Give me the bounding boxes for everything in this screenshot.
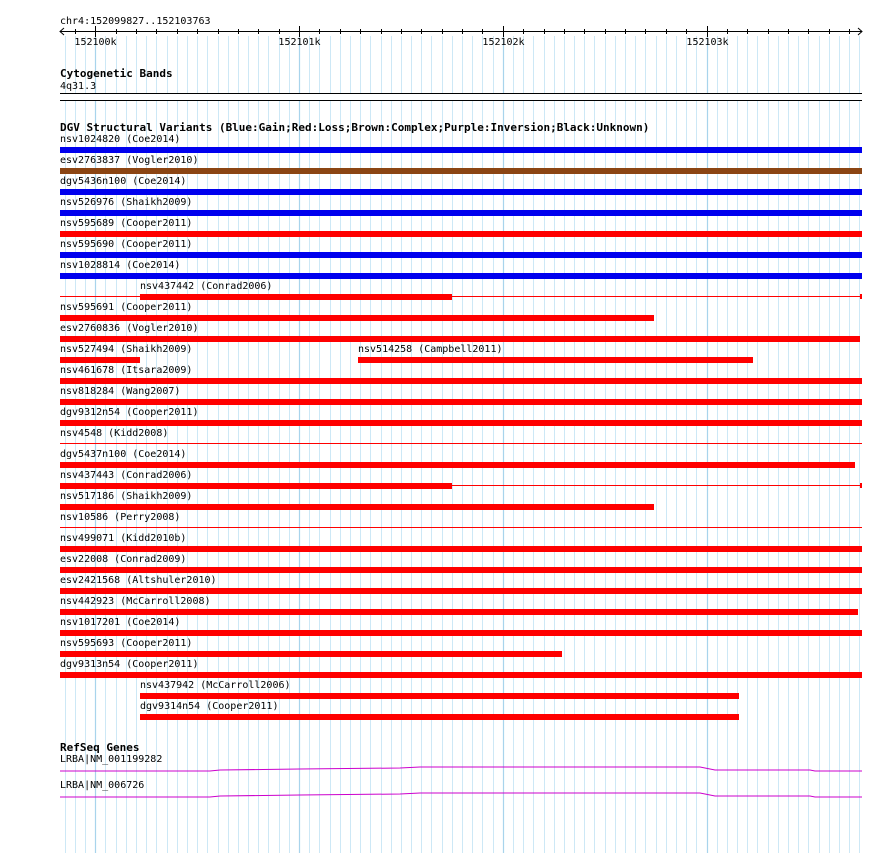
- variant-bar[interactable]: [60, 672, 862, 678]
- variant-bar[interactable]: [60, 527, 862, 528]
- variant-bar[interactable]: [60, 483, 452, 489]
- variant-end-cap: [860, 483, 862, 488]
- variant-label[interactable]: nsv595689 (Cooper2011): [60, 218, 193, 229]
- variant-bar[interactable]: [60, 210, 862, 216]
- variant-label[interactable]: nsv461678 (Itsara2009): [60, 365, 193, 376]
- variant-label[interactable]: nsv442923 (McCarroll2008): [60, 596, 211, 607]
- variant-bar[interactable]: [140, 693, 739, 699]
- variant-label[interactable]: nsv526976 (Shaikh2009): [60, 197, 193, 208]
- gene-label[interactable]: LRBA|NM_006726: [60, 780, 145, 791]
- refseq-track-title: RefSeq Genes: [60, 741, 140, 754]
- gene-intron-line: [60, 793, 862, 797]
- variant-label[interactable]: nsv437442 (Conrad2006): [140, 281, 273, 292]
- variant-label[interactable]: nsv514258 (Campbell2011): [358, 344, 503, 355]
- ruler-tick-label: 152101k: [278, 37, 321, 48]
- variant-bar[interactable]: [140, 294, 452, 300]
- location-label: chr4:152099827..152103763: [60, 16, 211, 27]
- variant-bar[interactable]: [60, 168, 862, 174]
- variant-label[interactable]: dgv5437n100 (Coe2014): [60, 449, 187, 460]
- variant-label[interactable]: nsv1024820 (Coe2014): [60, 134, 181, 145]
- cytoband-label: 4q31.3: [60, 81, 97, 92]
- variant-bar[interactable]: [60, 315, 654, 321]
- variant-label[interactable]: nsv437942 (McCarroll2006): [140, 680, 291, 691]
- variant-bar[interactable]: [60, 189, 862, 195]
- variant-label[interactable]: nsv595690 (Cooper2011): [60, 239, 193, 250]
- variant-bar[interactable]: [140, 714, 739, 720]
- gene-model[interactable]: [0, 789, 890, 803]
- dgv-track-title: DGV Structural Variants (Blue:Gain;Red:Loss;Brown:Complex;Purple:Inversion;Black:Unknown): [60, 121, 650, 134]
- variant-end-cap: [860, 294, 862, 299]
- variant-label[interactable]: nsv499071 (Kidd2010b): [60, 533, 187, 544]
- variant-bar[interactable]: [60, 420, 862, 426]
- variant-bar[interactable]: [60, 147, 862, 153]
- variant-label[interactable]: esv2760836 (Vogler2010): [60, 323, 199, 334]
- variant-bar[interactable]: [60, 443, 862, 444]
- variant-bar[interactable]: [60, 630, 862, 636]
- variant-bar[interactable]: [60, 357, 140, 363]
- variant-label[interactable]: dgv9313n54 (Cooper2011): [60, 659, 199, 670]
- variant-bar[interactable]: [60, 651, 562, 657]
- variant-label[interactable]: nsv818284 (Wang2007): [60, 386, 181, 397]
- variant-bar[interactable]: [60, 252, 862, 258]
- variant-label[interactable]: nsv517186 (Shaikh2009): [60, 491, 193, 502]
- gene-intron-line: [60, 767, 862, 771]
- gene-model[interactable]: [0, 763, 890, 777]
- variant-label[interactable]: nsv10586 (Perry2008): [60, 512, 181, 523]
- cytoband-bar: [60, 93, 862, 101]
- variant-bar[interactable]: [60, 504, 654, 510]
- variant-label[interactable]: nsv4548 (Kidd2008): [60, 428, 169, 439]
- variant-label[interactable]: esv2763837 (Vogler2010): [60, 155, 199, 166]
- variant-label[interactable]: dgv5436n100 (Coe2014): [60, 176, 187, 187]
- variant-bar[interactable]: [60, 378, 862, 384]
- variant-bar[interactable]: [60, 567, 862, 573]
- variant-bar[interactable]: [60, 273, 862, 279]
- variant-bar[interactable]: [60, 231, 862, 237]
- gene-label[interactable]: LRBA|NM_001199282: [60, 754, 163, 765]
- variant-bar[interactable]: [60, 399, 862, 405]
- variant-label[interactable]: dgv9314n54 (Cooper2011): [140, 701, 279, 712]
- ruler-tick-label: 152100k: [74, 37, 117, 48]
- variant-label[interactable]: nsv437443 (Conrad2006): [60, 470, 193, 481]
- ruler-tick-label: 152102k: [482, 37, 525, 48]
- ruler-tick-label: 152103k: [686, 37, 729, 48]
- variant-label[interactable]: esv2421568 (Altshuler2010): [60, 575, 217, 586]
- variant-bar[interactable]: [60, 462, 855, 468]
- variant-label[interactable]: nsv595693 (Cooper2011): [60, 638, 193, 649]
- variant-label[interactable]: nsv595691 (Cooper2011): [60, 302, 193, 313]
- variant-bar[interactable]: [60, 588, 862, 594]
- variant-label[interactable]: esv22008 (Conrad2009): [60, 554, 187, 565]
- variant-bar[interactable]: [358, 357, 753, 363]
- cytoband-track-title: Cytogenetic Bands: [60, 67, 173, 80]
- coordinate-ruler: [0, 0, 890, 60]
- variant-bar[interactable]: [60, 336, 860, 342]
- variant-label[interactable]: dgv9312n54 (Cooper2011): [60, 407, 199, 418]
- variant-bar[interactable]: [60, 609, 858, 615]
- variant-label[interactable]: nsv1017201 (Coe2014): [60, 617, 181, 628]
- variant-bar[interactable]: [60, 546, 862, 552]
- variant-label[interactable]: nsv1028814 (Coe2014): [60, 260, 181, 271]
- variant-label[interactable]: nsv527494 (Shaikh2009): [60, 344, 193, 355]
